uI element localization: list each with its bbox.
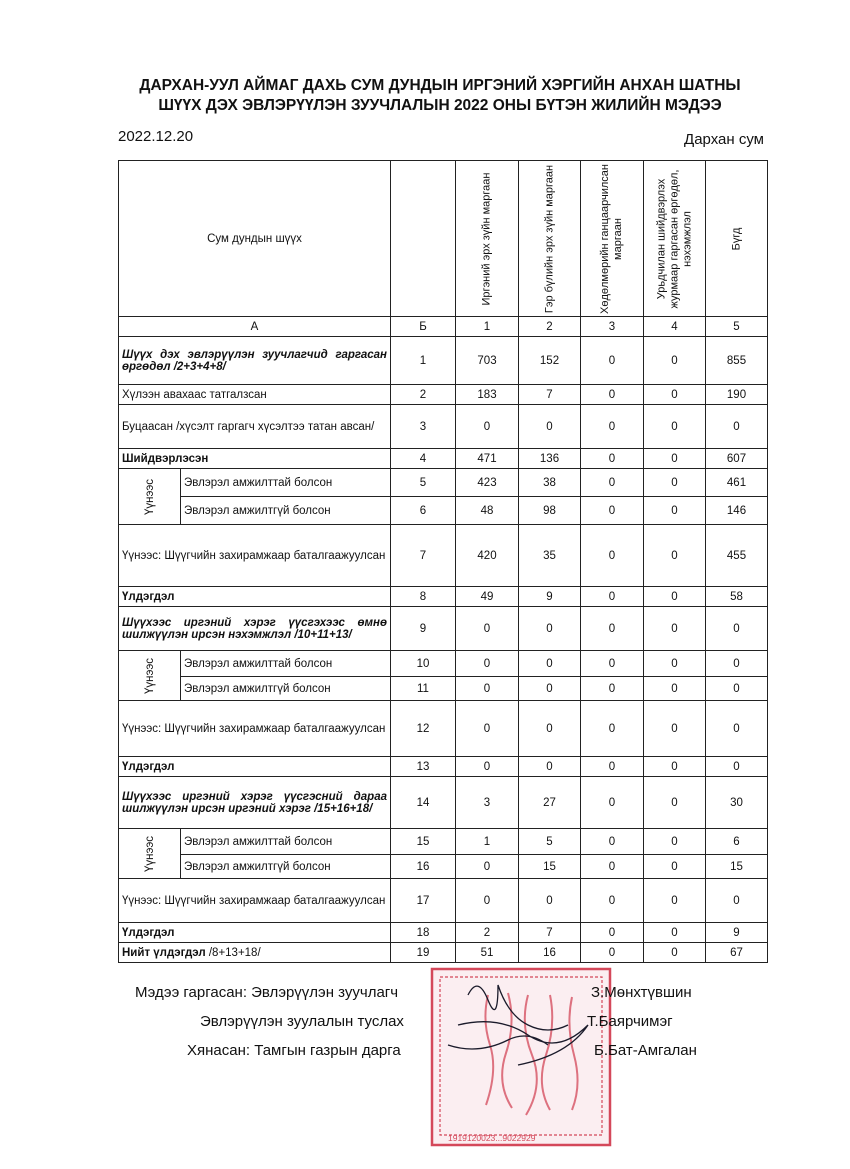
report-title xyxy=(100,76,780,116)
cell-civil: 0 xyxy=(456,855,519,879)
row-number: 2 xyxy=(391,385,456,405)
cell-total: 6 xyxy=(706,829,768,855)
cell-total: 855 xyxy=(706,337,768,385)
row-number: 13 xyxy=(391,757,456,777)
cell-labor: 0 xyxy=(581,607,644,651)
official-stamp xyxy=(428,965,618,1155)
cell-labor: 0 xyxy=(581,449,644,469)
row-number: 1 xyxy=(391,337,456,385)
cell-labor: 0 xyxy=(581,855,644,879)
cell-preliminary: 0 xyxy=(644,855,706,879)
row-number: 9 xyxy=(391,607,456,651)
cell-civil: 183 xyxy=(456,385,519,405)
row-label: Шүүх дэх эвлэрүүлэн зуучлагчид гаргасан өргөдөл /2+3+4+8/ xyxy=(119,337,391,385)
code-2: 2 xyxy=(519,317,581,337)
cell-preliminary: 0 xyxy=(644,923,706,943)
table-row xyxy=(119,497,768,525)
cell-civil: 2 xyxy=(456,923,519,943)
cell-total: 461 xyxy=(706,469,768,497)
row-label xyxy=(119,943,391,963)
cell-total: 0 xyxy=(706,701,768,757)
cell-family: 0 xyxy=(519,607,581,651)
cell-family: 0 xyxy=(519,757,581,777)
cell-labor: 0 xyxy=(581,587,644,607)
cell-preliminary: 0 xyxy=(644,879,706,923)
row-label-bold: Нийт үлдэгдэл xyxy=(122,946,206,959)
cell-labor: 0 xyxy=(581,497,644,525)
row-label: Хүлээн авахаас татгалзсан xyxy=(119,385,391,405)
cell-preliminary: 0 xyxy=(644,677,706,701)
cell-family: 7 xyxy=(519,385,581,405)
cell-civil: 0 xyxy=(456,677,519,701)
header-col-family-text: Гэр бүлийн эрх зүйн маргаан xyxy=(543,164,555,313)
cell-preliminary: 0 xyxy=(644,385,706,405)
signature-name-reviewer: Б.Бат-Амгалан xyxy=(594,1042,697,1059)
row-number: 17 xyxy=(391,879,456,923)
table-row xyxy=(119,607,768,651)
cell-preliminary: 0 xyxy=(644,587,706,607)
row-label: Үүнээс: Шүүгчийн захирамжаар баталгаажуулсан xyxy=(119,701,391,757)
cell-preliminary: 0 xyxy=(644,607,706,651)
cell-family: 152 xyxy=(519,337,581,385)
table-row xyxy=(119,879,768,923)
table-row xyxy=(119,757,768,777)
cell-labor: 0 xyxy=(581,405,644,449)
table-row xyxy=(119,337,768,385)
cell-total: 0 xyxy=(706,757,768,777)
cell-family: 35 xyxy=(519,525,581,587)
row-label: Үүнээс: Шүүгчийн захирамжаар баталгаажуулсан xyxy=(119,879,391,923)
row-number: 18 xyxy=(391,923,456,943)
group-label-cell xyxy=(119,651,181,701)
report-table xyxy=(118,160,768,963)
cell-civil: 0 xyxy=(456,607,519,651)
cell-preliminary: 0 xyxy=(644,943,706,963)
cell-labor: 0 xyxy=(581,337,644,385)
row-label: Үлдэгдэл xyxy=(119,587,391,607)
group-label: Үүнээс xyxy=(143,835,156,872)
row-number: 4 xyxy=(391,449,456,469)
cell-civil: 1 xyxy=(456,829,519,855)
cell-civil: 420 xyxy=(456,525,519,587)
report-title-line-1: ДАРХАН-УУЛ АЙМАГ ДАХЬ СУМ ДУНДЫН ИРГЭНИЙ ХЭРГИЙН АНХАН ШАТНЫ xyxy=(139,77,741,94)
row-label: Үлдэгдэл xyxy=(119,923,391,943)
cell-total: 30 xyxy=(706,777,768,829)
cell-labor: 0 xyxy=(581,701,644,757)
table-row xyxy=(119,923,768,943)
cell-family: 7 xyxy=(519,923,581,943)
cell-family: 0 xyxy=(519,701,581,757)
cell-labor: 0 xyxy=(581,385,644,405)
cell-family: 0 xyxy=(519,405,581,449)
code-4: 4 xyxy=(644,317,706,337)
cell-preliminary: 0 xyxy=(644,469,706,497)
header-col-labor-text: Хөдөлмөрийн ганцаарчилсан маргаан xyxy=(599,163,624,314)
code-row xyxy=(119,317,768,337)
cell-labor: 0 xyxy=(581,757,644,777)
cell-preliminary: 0 xyxy=(644,701,706,757)
header-col-civil-text: Иргэний эрх зүйн маргаан xyxy=(480,172,493,305)
row-number: 16 xyxy=(391,855,456,879)
table-row xyxy=(119,855,768,879)
table-row xyxy=(119,469,768,497)
table-row xyxy=(119,777,768,829)
cell-labor: 0 xyxy=(581,677,644,701)
row-number: 19 xyxy=(391,943,456,963)
code-1: 1 xyxy=(456,317,519,337)
cell-total: 190 xyxy=(706,385,768,405)
table-row xyxy=(119,525,768,587)
row-number: 15 xyxy=(391,829,456,855)
cell-preliminary: 0 xyxy=(644,651,706,677)
header-court: Сум дундын шүүх xyxy=(119,161,391,317)
row-label: Шийдвэрлэсэн xyxy=(119,449,391,469)
stamp-outer-frame xyxy=(432,969,610,1145)
signature-name-assistant: Т.Баярчимэг xyxy=(587,1013,673,1030)
cell-labor: 0 xyxy=(581,469,644,497)
row-number: 6 xyxy=(391,497,456,525)
cell-family: 27 xyxy=(519,777,581,829)
table-row xyxy=(119,385,768,405)
cell-family: 16 xyxy=(519,943,581,963)
cell-civil: 51 xyxy=(456,943,519,963)
stamp-serial: 1919120023...9022929 xyxy=(448,1133,536,1143)
cell-labor: 0 xyxy=(581,525,644,587)
code-3: 3 xyxy=(581,317,644,337)
group-label: Үүнээс xyxy=(143,478,156,515)
row-number: 3 xyxy=(391,405,456,449)
cell-civil: 0 xyxy=(456,757,519,777)
cell-labor: 0 xyxy=(581,651,644,677)
cell-family: 38 xyxy=(519,469,581,497)
report-date: 2022.12.20 xyxy=(118,128,194,145)
table-row xyxy=(119,405,768,449)
header-empty xyxy=(391,161,456,317)
table-row xyxy=(119,701,768,757)
report-title-line-2: ШҮҮХ ДЭХ ЭВЛЭРҮҮЛЭН ЗУУЧЛАЛЫН 2022 ОНЫ БҮТЭН ЖИЛИЙН МЭДЭЭ xyxy=(158,97,722,114)
cell-total: 146 xyxy=(706,497,768,525)
table-row xyxy=(119,449,768,469)
header-col-civil xyxy=(456,161,519,317)
cell-family: 98 xyxy=(519,497,581,525)
cell-civil: 0 xyxy=(456,651,519,677)
row-number: 8 xyxy=(391,587,456,607)
cell-labor: 0 xyxy=(581,943,644,963)
signature-line-reviewer xyxy=(187,1042,401,1059)
cell-civil: 0 xyxy=(456,701,519,757)
cell-family: 15 xyxy=(519,855,581,879)
cell-preliminary: 0 xyxy=(644,337,706,385)
header-row xyxy=(119,161,768,317)
header-col-total-text: Бүгд xyxy=(730,227,742,250)
code-5: 5 xyxy=(706,317,768,337)
signature-name-reporter: З.Мөнхтүвшин xyxy=(591,984,692,1001)
cell-civil: 49 xyxy=(456,587,519,607)
group-label: Үүнээс xyxy=(143,657,156,694)
table-row xyxy=(119,677,768,701)
cell-total: 607 xyxy=(706,449,768,469)
signature-role-assistant: Эвлэрүүлэн зуулалын туслах xyxy=(200,1013,404,1030)
row-label: Эвлэрэл амжилттай болсон xyxy=(181,829,391,855)
table-row xyxy=(119,943,768,963)
row-number: 12 xyxy=(391,701,456,757)
row-label: Үлдэгдэл xyxy=(119,757,391,777)
cell-preliminary: 0 xyxy=(644,497,706,525)
signature-line-assistant xyxy=(200,1013,404,1030)
header-col-labor xyxy=(581,161,644,317)
cell-preliminary: 0 xyxy=(644,449,706,469)
cell-total: 15 xyxy=(706,855,768,879)
cell-total: 0 xyxy=(706,677,768,701)
cell-labor: 0 xyxy=(581,879,644,923)
cell-civil: 48 xyxy=(456,497,519,525)
cell-total: 455 xyxy=(706,525,768,587)
cell-total: 0 xyxy=(706,607,768,651)
cell-family: 0 xyxy=(519,651,581,677)
cell-civil: 471 xyxy=(456,449,519,469)
group-label-cell xyxy=(119,469,181,525)
cell-labor: 0 xyxy=(581,923,644,943)
table-row xyxy=(119,651,768,677)
cell-total: 67 xyxy=(706,943,768,963)
cell-civil: 703 xyxy=(456,337,519,385)
row-label: Эвлэрэл амжилттай болсон xyxy=(181,469,391,497)
row-number: 10 xyxy=(391,651,456,677)
table-row xyxy=(119,829,768,855)
row-number: 7 xyxy=(391,525,456,587)
header-col-preliminary-text: Урьдчилан шийдвэрлэх журмаар гаргасан өргөдөл, нэхэмжлэл xyxy=(655,169,693,308)
table-row xyxy=(119,587,768,607)
row-label: Шүүхээс иргэний хэрэг үүсгэхээс өмнө шилжүүлэн ирсэн нэхэмжлэл /10+11+13/ xyxy=(119,607,391,651)
row-label: Буцаасан /хүсэлт гаргагч хүсэлтээ татан авсан/ xyxy=(119,405,391,449)
cell-family: 0 xyxy=(519,677,581,701)
row-label: Эвлэрэл амжилтгүй болсон xyxy=(181,855,391,879)
signature-role-reviewer: Хянасан: Тамгын газрын дарга xyxy=(187,1042,401,1059)
cell-total: 0 xyxy=(706,405,768,449)
row-label-rest: /8+13+18/ xyxy=(205,946,261,959)
code-b: Б xyxy=(391,317,456,337)
row-number: 14 xyxy=(391,777,456,829)
signature-role-reporter: Мэдээ гаргасан: Эвлэрүүлэн зуучлагч xyxy=(135,984,399,1001)
cell-preliminary: 0 xyxy=(644,777,706,829)
header-col-family xyxy=(519,161,581,317)
cell-family: 136 xyxy=(519,449,581,469)
signature-line-reporter xyxy=(135,984,398,1001)
cell-total: 0 xyxy=(706,651,768,677)
cell-labor: 0 xyxy=(581,777,644,829)
row-label: Эвлэрэл амжилтгүй болсон xyxy=(181,497,391,525)
cell-family: 9 xyxy=(519,587,581,607)
report-place: Дархан сум xyxy=(684,131,764,148)
row-number: 5 xyxy=(391,469,456,497)
group-label-cell xyxy=(119,829,181,879)
cell-preliminary: 0 xyxy=(644,405,706,449)
header-col-preliminary xyxy=(644,161,706,317)
cell-total: 58 xyxy=(706,587,768,607)
cell-total: 9 xyxy=(706,923,768,943)
cell-total: 0 xyxy=(706,879,768,923)
code-a: А xyxy=(119,317,391,337)
row-number: 11 xyxy=(391,677,456,701)
row-label: Эвлэрэл амжилттай болсон xyxy=(181,651,391,677)
cell-preliminary: 0 xyxy=(644,757,706,777)
cell-preliminary: 0 xyxy=(644,525,706,587)
header-col-total xyxy=(706,161,768,317)
cell-preliminary: 0 xyxy=(644,829,706,855)
cell-civil: 423 xyxy=(456,469,519,497)
row-label: Үүнээс: Шүүгчийн захирамжаар баталгаажуулсан xyxy=(119,525,391,587)
cell-civil: 0 xyxy=(456,405,519,449)
cell-labor: 0 xyxy=(581,829,644,855)
cell-family: 5 xyxy=(519,829,581,855)
row-label: Шүүхээс иргэний хэрэг үүсгэсний дараа шилжүүлэн ирсэн иргэний хэрэг /15+16+18/ xyxy=(119,777,391,829)
cell-civil: 3 xyxy=(456,777,519,829)
cell-civil: 0 xyxy=(456,879,519,923)
row-label: Эвлэрэл амжилтгүй болсон xyxy=(181,677,391,701)
cell-family: 0 xyxy=(519,879,581,923)
